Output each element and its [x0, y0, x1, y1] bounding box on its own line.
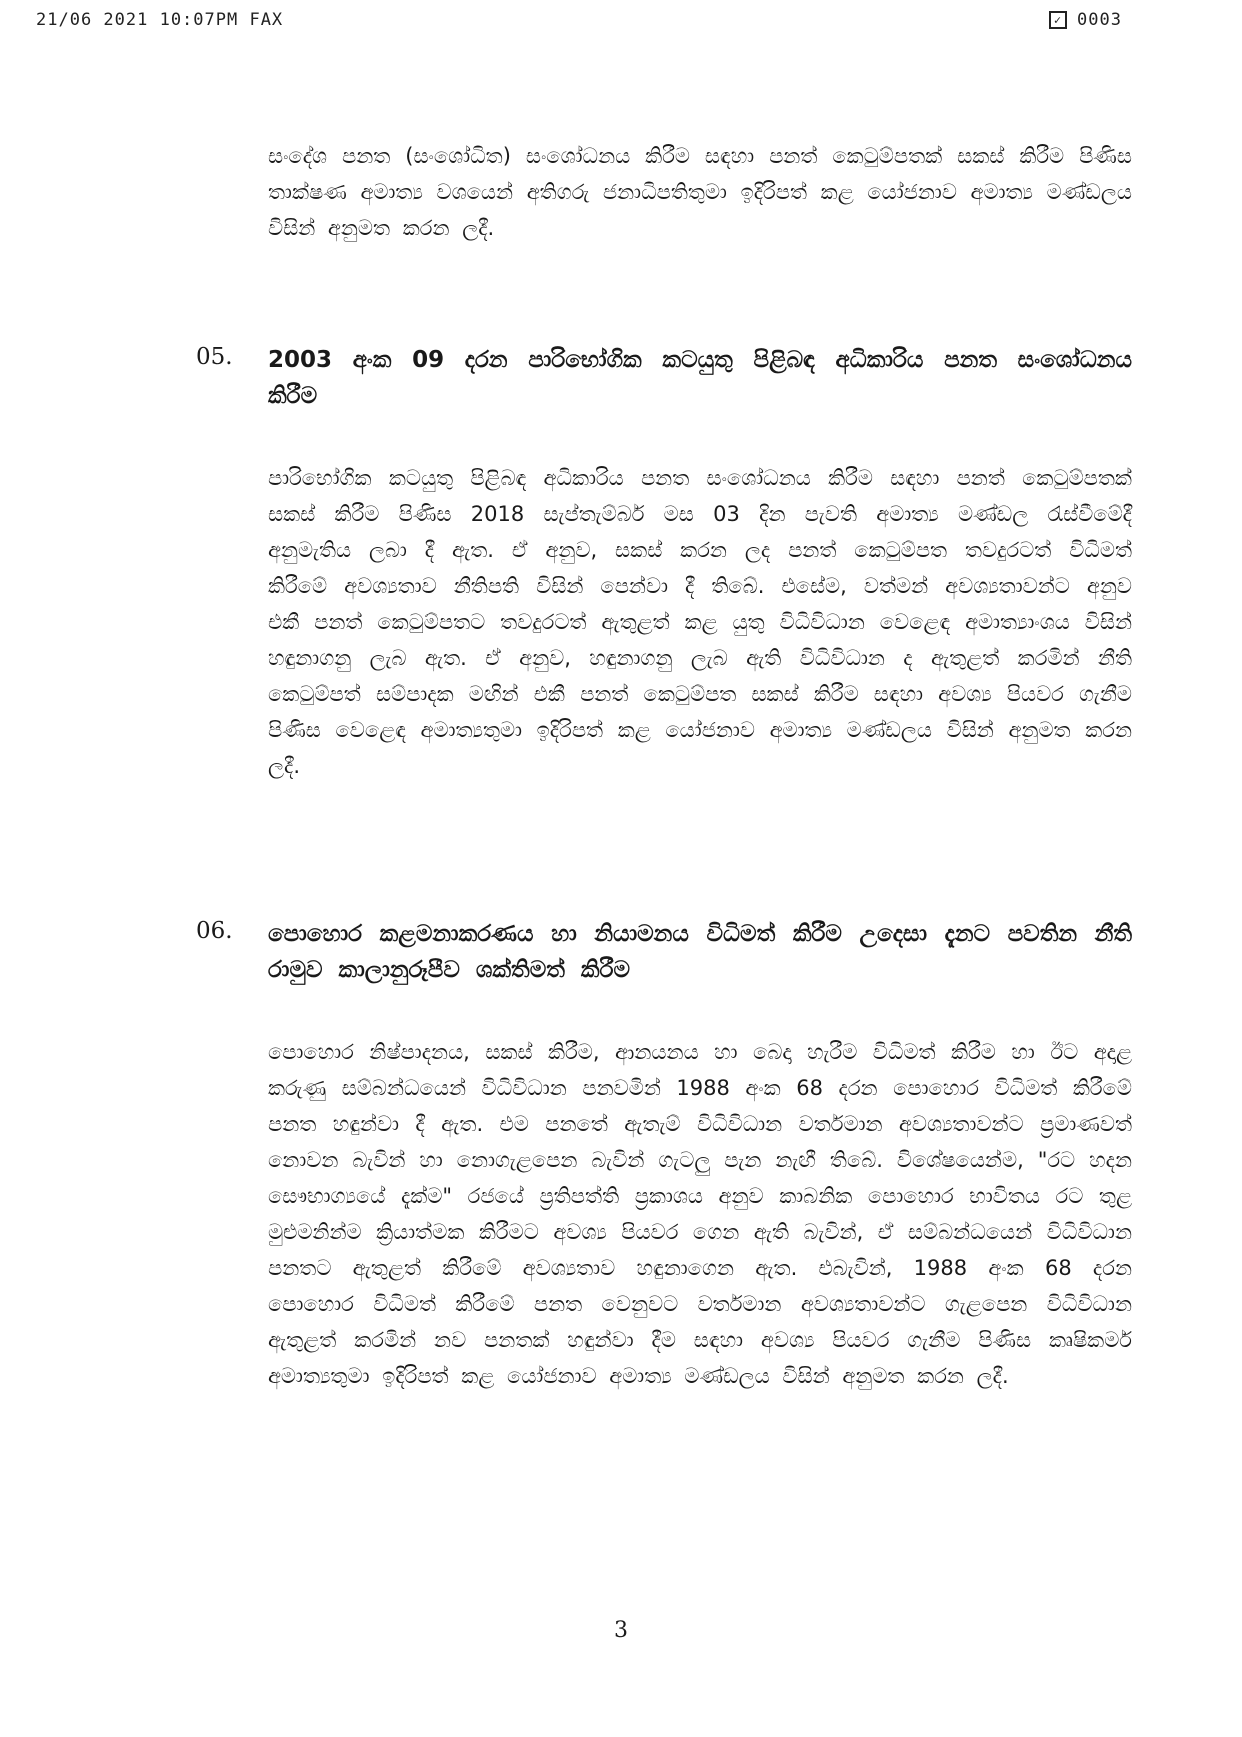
checkbox-icon: ✓ [1049, 11, 1067, 29]
fax-header [36, 10, 1122, 36]
intro-paragraph: සංදේශ පනත (සංශෝධිත) සංශෝධනය කිරීම සඳහා පනත් කෙටුම්පතක් සකස් කිරීම පිණිස තාක්ෂණ අමාත්‍ය වශයෙන් අතිගරු ජනාධිපතිතුමා ඉදිරිපත් කළ යෝජනාව අමාත්‍ය මණ්ඩලය විසින් අනුමත කරන ලදී. [268, 144, 1132, 240]
fax-timestamp: 21/06 2021 10:07PM FAX [36, 10, 284, 30]
page-number: 3 [614, 1618, 628, 1643]
section-number: 06. [196, 918, 233, 944]
section-number: 05. [196, 344, 233, 370]
section-title: පොහොර කළමනාකරණය හා නියාමනය විධිමත් කිරීම උදෙසා දැනට පවතින නීති රාමුව කාලානුරූපීව ශක්තිමත් කිරීම [268, 921, 1132, 983]
section-body: පොහොර නිෂ්පාදනය, සකස් කිරීම, ආනයනය හා බෙදා හැරීම විධිමත් කිරීම හා ඊට අදාළ කරුණු සම්බන්ධයෙන් විධිවිධාන පනවමින් 1988 අංක 68 දරන පොහොර විධිමත් කිරීමේ පනත හඳුන්වා දී ඇත. එම පනතේ ඇතැම් විධිවිධාන වර්තමාන අවශ්‍යතාවන්ට ප්‍රමාණවත් නොවන බැවින් හා නොගැළපෙන බැවින් ගැටලු පැන නැඟී තිබේ. විශේෂයෙන්ම, "රට හදන සෞභාග්‍යයේ දැක්ම" රජයේ ප්‍රතිපත්ති ප්‍රකාශය අනුව කාබනික පොහොර භාවිතය රට තුළ මුළුමනින්ම ක්‍රියාත්මක කිරීමට අවශ්‍ය පියවර ගෙන ඇති බැවින්, ඒ සම්බන්ධයෙන් විධිවිධාන පනතට ඇතුළත් කිරීමේ අවශ්‍යතාව හඳුනාගෙන ඇත. එබැවින්, 1988 අංක 68 දරන පොහොර විධිමත් කිරීමේ පනත වෙනුවට වර්තමාන අවශ්‍යතාවන්ට ගැළපෙන විධිවිධාන ඇතුළත් කරමින් නව පනතක් හඳුන්වා දීම සඳහා අවශ්‍ය පියවර ගැනීම පිණිස කෘෂිකර්ම අමාත්‍යතුමා ඉදිරිපත් කළ යෝජනාව අමාත්‍ය මණ්ඩලය විසින් අනුමත කරන ලදී. [268, 1040, 1132, 1388]
section-body: පාරිභෝගික කටයුතු පිළිබඳ අධිකාරිය පනත සංශෝධනය කිරීම සඳහා පනත් කෙටුම්පතක් සකස් කිරීම පිණිස 2018 සැප්තැම්බර් මස 03 දින පැවති අමාත්‍ය මණ්ඩල රැස්වීමේදී අනුමැතිය ලබා දී ඇත. ඒ අනුව, සකස් කරන ලද පනත් කෙටුම්පත තවදුරටත් විධිමත් කිරීමේ අවශ්‍යතාව නීතිපති විසින් පෙන්වා දී තිබේ. එසේම, වත්මන් අවශ්‍යතාවන්ට අනුව එකී පනත් කෙටුම්පතට තවදුරටත් ඇතුළත් කළ යුතු විධිවිධාන වෙළෙඳ අමාත්‍යාංශය විසින් හඳුනාගනු ලැබ ඇත. ඒ අනුව, හඳුනාගනු ලැබ ඇති විධිවිධාන ද ඇතුළත් කරමින් නීති කෙටුම්පත් සම්පාදක මඟින් එකී පනත් කෙටුම්පත සකස් කිරීම සඳහා අවශ්‍ය පියවර ගැනීම පිණිස වෙළෙඳ අමාත්‍යතුමා ඉදිරිපත් කළ යෝජනාව අමාත්‍ය මණ්ඩලය විසින් අනුමත කරන ලදී. [268, 466, 1132, 778]
section-title: 2003 අංක 09 දරන පාරිභෝගික කටයුතු පිළිබඳ අධිකාරිය පනත සංශෝධනය කිරීම [268, 347, 1132, 409]
fax-page-number: 0003 [1077, 10, 1122, 30]
fax-page-indicator [1049, 10, 1122, 30]
